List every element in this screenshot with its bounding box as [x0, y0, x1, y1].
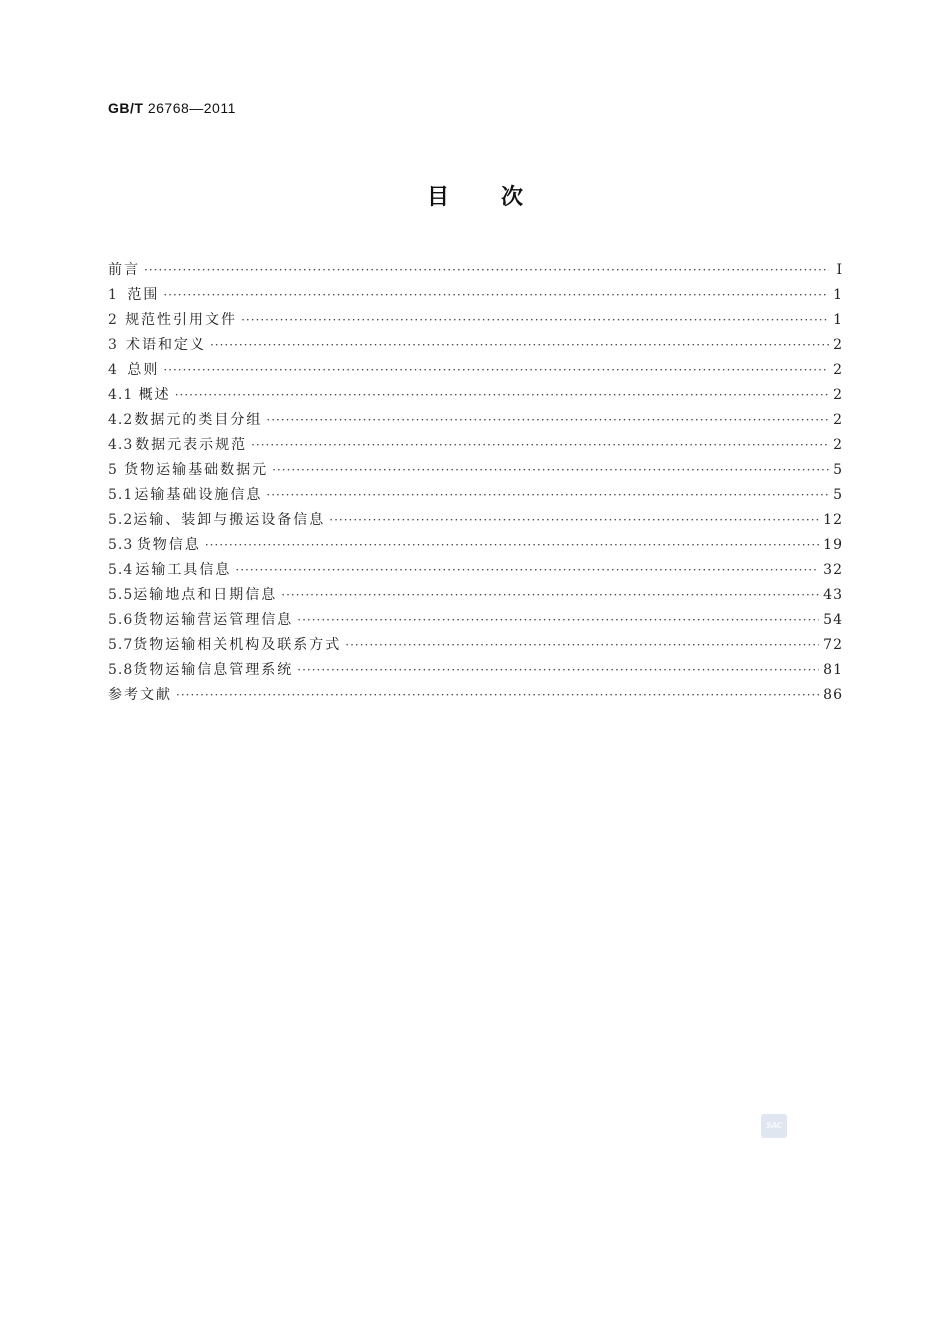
toc-entry-page: 2	[833, 412, 843, 428]
toc-entry-page: 86	[823, 687, 843, 703]
toc-entry-number: 4.2	[108, 412, 134, 428]
toc-entry-title: 范围	[127, 287, 160, 303]
toc-dot-leader	[163, 283, 829, 308]
toc-entry-title: 货物运输基础数据元	[124, 462, 269, 478]
table-of-contents	[108, 258, 843, 708]
toc-entry-title: 货物运输信息管理系统	[133, 662, 294, 678]
toc-entry[interactable]	[108, 508, 843, 533]
toc-entry-page: 81	[823, 662, 843, 678]
toc-entry[interactable]	[108, 358, 843, 383]
toc-dot-leader	[297, 658, 819, 683]
page-title: 目次	[426, 185, 575, 210]
toc-entry-number: 4	[108, 362, 118, 378]
toc-entry[interactable]	[108, 458, 843, 483]
toc-entry-title: 货物运输营运管理信息	[133, 612, 294, 628]
toc-dot-leader	[210, 333, 829, 358]
toc-entry-page: 2	[833, 337, 843, 353]
toc-entry[interactable]	[108, 633, 843, 658]
toc-entry-number: 5.1	[108, 487, 134, 503]
toc-entry-page: 43	[823, 587, 843, 603]
toc-entry-number: 5.7	[108, 637, 134, 653]
toc-entry-page: 54	[823, 612, 843, 628]
toc-entry[interactable]	[108, 608, 843, 633]
toc-entry-number: 1	[108, 287, 118, 303]
toc-entry[interactable]	[108, 308, 843, 333]
toc-dot-leader	[176, 683, 819, 708]
toc-entry-number: 5	[108, 462, 118, 478]
toc-entry-title: 运输地点和日期信息	[133, 587, 278, 603]
toc-entry-page: 2	[833, 387, 843, 403]
toc-entry[interactable]	[108, 533, 843, 558]
toc-entry-number: 5.8	[108, 662, 134, 678]
toc-entry-title: 货物运输相关机构及联系方式	[133, 637, 342, 653]
sac-logo: SAC	[761, 1114, 787, 1138]
toc-entry-title: 运输、装卸与搬运设备信息	[133, 512, 326, 528]
toc-entry-title: 运输基础设施信息	[134, 487, 263, 503]
toc-entry-title: 总则	[127, 362, 160, 378]
toc-entry-title: 参考文献	[108, 687, 172, 703]
toc-entry-title: 数据元表示规范	[135, 437, 248, 453]
toc-dot-leader	[266, 408, 829, 433]
toc-dot-leader	[144, 258, 829, 283]
toc-entry-page: 19	[823, 537, 843, 553]
toc-dot-leader	[235, 558, 819, 583]
toc-dot-leader	[163, 358, 829, 383]
toc-entry[interactable]	[108, 433, 843, 458]
toc-entry-page: Ⅰ	[836, 262, 843, 278]
toc-entry-number: 5.6	[108, 612, 134, 628]
toc-entry-number: 5.2	[108, 512, 134, 528]
toc-entry-page: 1	[833, 312, 843, 328]
toc-entry-page: 5	[833, 462, 843, 478]
toc-entry[interactable]	[108, 383, 843, 408]
toc-entry-title: 运输工具信息	[135, 562, 232, 578]
toc-entry-page: 32	[823, 562, 843, 578]
toc-entry[interactable]	[108, 283, 843, 308]
toc-dot-leader	[266, 483, 829, 508]
standard-code-number: 26768—2011	[147, 100, 236, 116]
toc-entry-number: 4.1	[108, 387, 134, 403]
toc-entry-title: 概述	[138, 387, 171, 403]
toc-dot-leader	[272, 458, 829, 483]
toc-dot-leader	[175, 383, 829, 408]
toc-dot-leader	[241, 308, 829, 333]
toc-entry-number: 2	[108, 312, 118, 328]
toc-entry-number: 5.3	[108, 537, 134, 553]
toc-entry-title: 货物信息	[136, 537, 201, 553]
toc-entry-number: 5.4	[108, 562, 134, 578]
toc-entry-page: 12	[823, 512, 843, 528]
toc-entry-page: 72	[823, 637, 843, 653]
toc-entry-page: 1	[833, 287, 843, 303]
toc-entry[interactable]	[108, 483, 843, 508]
toc-entry-page: 2	[833, 437, 843, 453]
toc-dot-leader	[281, 583, 819, 608]
toc-entry-number: 3	[108, 337, 118, 353]
standard-code	[108, 100, 236, 116]
toc-entry-title: 规范性引用文件	[125, 312, 238, 328]
toc-entry[interactable]	[108, 333, 843, 358]
toc-entry[interactable]	[108, 258, 843, 283]
toc-entry-page: 2	[833, 362, 843, 378]
standard-code-prefix: GB/T	[108, 100, 144, 116]
toc-dot-leader	[205, 533, 819, 558]
toc-entry-title: 术语和定义	[125, 337, 206, 353]
toc-entry[interactable]	[108, 408, 843, 433]
toc-dot-leader	[345, 633, 819, 658]
toc-entry[interactable]	[108, 683, 843, 708]
toc-entry[interactable]	[108, 558, 843, 583]
toc-dot-leader	[329, 508, 819, 533]
toc-entry-title: 数据元的类目分组	[134, 412, 263, 428]
toc-dot-leader	[297, 608, 819, 633]
toc-entry-title: 前言	[108, 262, 140, 278]
toc-entry-number: 4.3	[108, 437, 134, 453]
toc-entry[interactable]	[108, 583, 843, 608]
toc-entry-page: 5	[833, 487, 843, 503]
toc-entry[interactable]	[108, 658, 843, 683]
toc-entry-number: 5.5	[108, 587, 134, 603]
toc-dot-leader	[251, 433, 829, 458]
